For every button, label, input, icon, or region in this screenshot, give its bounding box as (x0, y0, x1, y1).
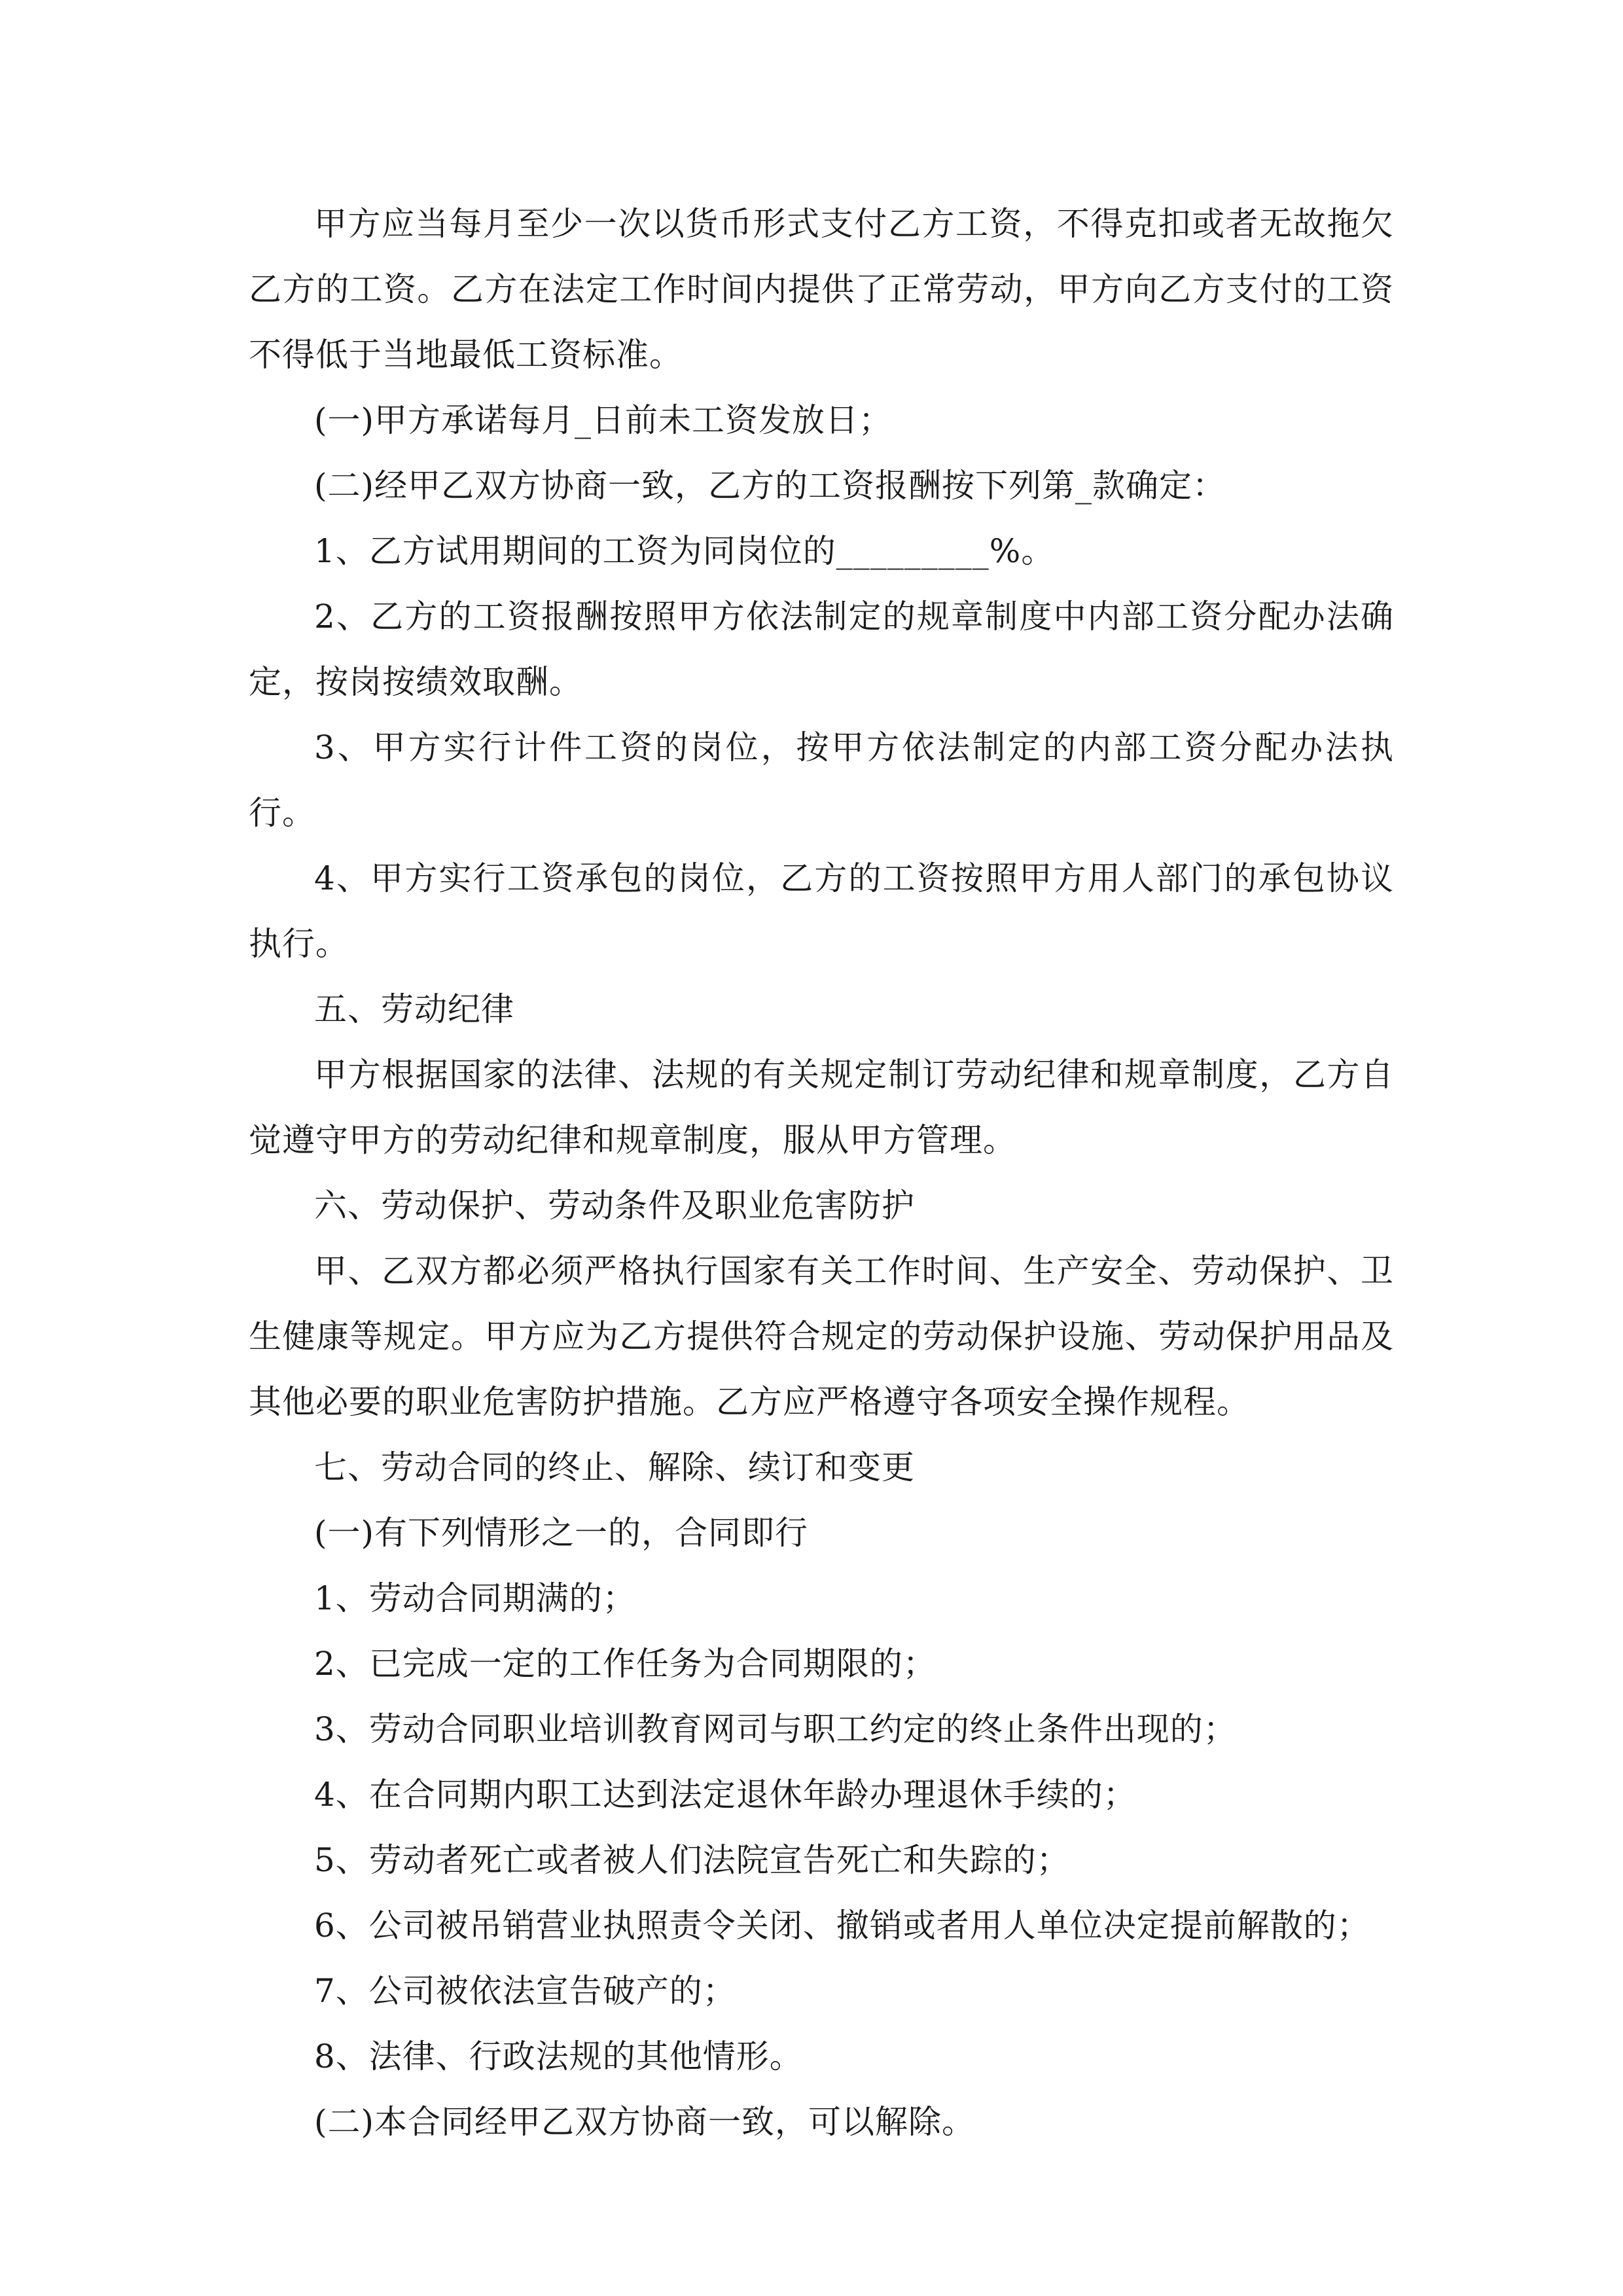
list-item: 1、乙方试用期间的工资为同岗位的_________%。 (314, 532, 1055, 570)
section-heading-termination: 七、劳动合同的终止、解除、续订和变更 (314, 1448, 915, 1486)
wage-method-clause: (二)经甲乙双方协商一致，乙方的工资报酬按下列第_款确定： (314, 467, 1226, 505)
protection-paragraph: 甲、乙双方都必须严格执行国家有关工作时间、生产安全、劳动保护、卫生健康等规定。甲方应为乙方提供符合规定的劳动保护设施、劳动保护用品及其他必要的职业危害防护措施。乙方应严格遵守各项安全操作规程。 (249, 1252, 1394, 1421)
section-heading-protection: 六、劳动保护、劳动条件及职业危害防护 (314, 1187, 915, 1225)
dissolution-clause: (二)本合同经甲乙双方协商一致，可以解除。 (314, 2103, 976, 2141)
list-item: 2、已完成一定的工作任务为合同期限的； (314, 1645, 936, 1683)
list-item: 4、在合同期内职工达到法定退休年龄办理退休手续的； (314, 1776, 1137, 1814)
section-heading-discipline: 五、劳动纪律 (314, 990, 514, 1028)
list-item: 3、劳动合同职业培训教育网司与职工约定的终止条件出现的； (314, 1710, 1237, 1748)
list-item: 4、甲方实行工资承包的岗位，乙方的工资按照甲方用人部门的承包协议执行。 (249, 859, 1394, 963)
list-item: 8、法律、行政法规的其他情形。 (314, 2037, 803, 2075)
list-item: 2、乙方的工资报酬按照甲方依法制定的规章制度中内部工资分配办法确定，按岗按绩效取酬。 (249, 598, 1394, 701)
payday-clause: (一)甲方承诺每月_日前未工资发放日； (314, 401, 893, 439)
discipline-paragraph: 甲方根据国家的法律、法规的有关规定制订劳动纪律和规章制度，乙方自觉遵守甲方的劳动纪律和规章制度，服从甲方管理。 (249, 1056, 1394, 1159)
list-item: 1、劳动合同期满的； (314, 1579, 636, 1617)
list-item: 7、公司被依法宣告破产的； (314, 1972, 736, 2010)
list-item: 3、甲方实行计件工资的岗位，按甲方依法制定的内部工资分配办法执行。 (249, 728, 1394, 832)
document-body (249, 191, 1394, 2155)
wage-payment-paragraph: 甲方应当每月至少一次以货币形式支付乙方工资，不得克扣或者无故拖欠乙方的工资。乙方在法定工作时间内提供了正常劳动，甲方向乙方支付的工资不得低于当地最低工资标准。 (249, 205, 1394, 374)
list-item: 6、公司被吊销营业执照责令关闭、撤销或者用人单位决定提前解散的； (314, 1907, 1370, 1945)
list-item: 5、劳动者死亡或者被人们法院宣告死亡和失踪的； (314, 1841, 1070, 1879)
termination-clause: (一)有下列情形之一的，合同即行 (314, 1514, 809, 1552)
